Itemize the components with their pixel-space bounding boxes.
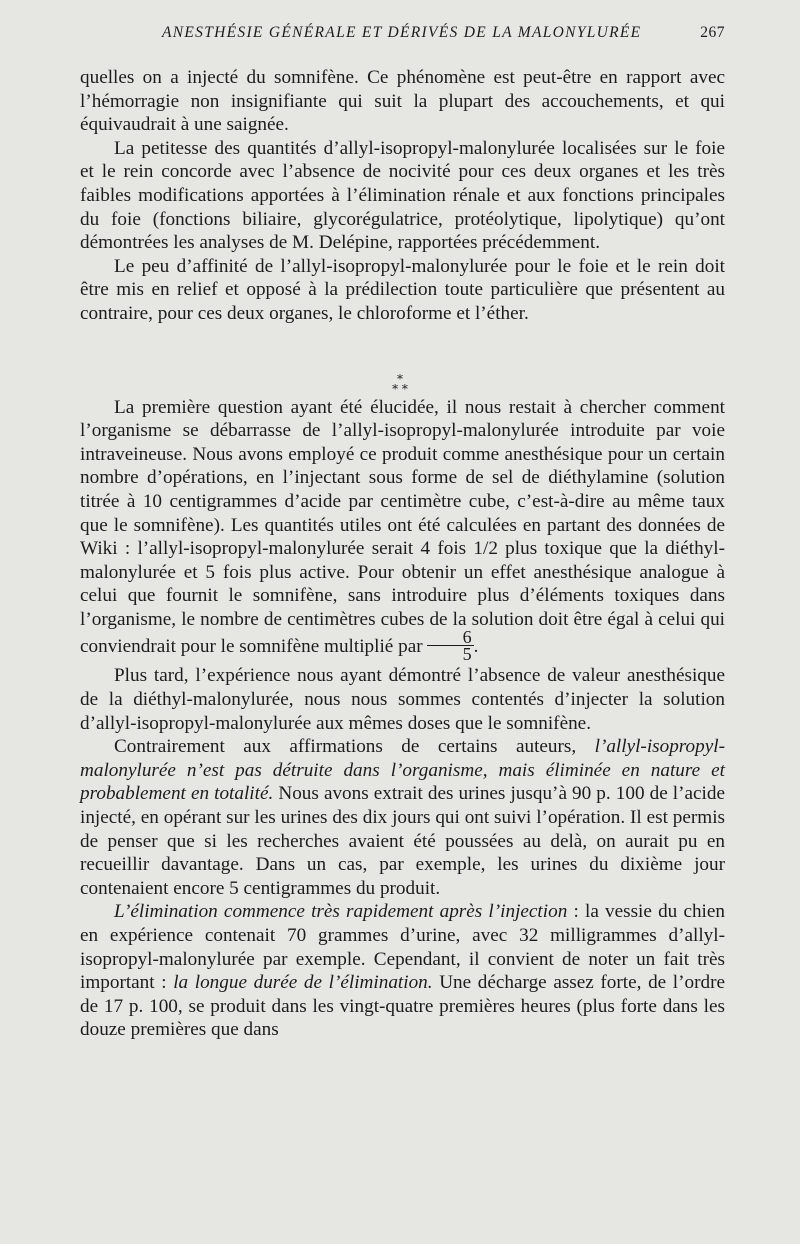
paragraph-first-question-text: La première question ayant été élucidée, il nous restait à chercher comment l’organisme se débarrasse de l’allyl-isopropyl-malonylurée introduite par voie intraveineuse. Nous avons employé ce produit comme anesthésique pour un certain nombre d’opérations, en l’injectant sous forme de sel de diéthylamine (solution titrée à 10 centigrammes d’acide par centimètre cube, c’est-à-dire au même taux que le somnifène). Les quantités utiles ont été calculées en partant des données de Wiki : l’allyl-isopropyl-malonylurée serait 4 fois 1/2 plus toxique que la diéthyl-malonylurée et 5 fois plus active. Pour obtenir un effet anesthésique analogue à celui que fournit le somnifène, sans introduire plus d’éléments toxiques dans l’organisme, le nombre de centimètres cubes de la solution doit être égal à celui qui conviendrait pour le somnifène multiplié par — [80, 396, 725, 658]
paragraph-elimination — [80, 900, 725, 1042]
paragraph-contrary — [80, 735, 725, 900]
paragraph-affinity: Le peu d’affinité de l’allyl-isopropyl-malonylurée pour le foie et le rein doit être mis en relief et opposé à la prédilection toute particulière que présentent au contraire, pour ces deux organes, le chloroforme et l’éther. — [80, 255, 725, 324]
paragraph-contrary-italic: l’allyl-isopropyl-malonylurée n’est pas détruite dans l’organisme, mais éliminée en nature et probablement en totalité. — [80, 736, 725, 805]
paragraph-later: Plus tard, l’expérience nous ayant démontré l’absence de valeur anesthésique de la diéthyl-malonylurée, nous nous sommes contentés d’injecter la solution d’allyl-isopropyl-malonylurée aux mêmes doses que le somnifène. — [80, 665, 725, 734]
ornament-asterisk-top: * — [397, 372, 403, 386]
running-head — [80, 24, 725, 46]
paragraph-elimination-italic-2: la longue durée de l’élimination. — [173, 972, 433, 994]
paragraph-elimination-middle: : la vessie du chien en expérience contenait 70 grammes d’urine, avec 32 milligrammes d’allyl-isopropyl-malonylurée par exemple. Cependant, il convient de noter un fait très important : — [80, 901, 726, 994]
paragraph-first-question — [80, 396, 725, 665]
paragraph-contrary-start: Contrairement aux affirmations de certains auteurs, — [114, 736, 595, 758]
paragraph-contrary-end: Nous avons extrait des urines jusqu’à 90 p. 100 de l’acide injecté, en opérant sur les urines des dix jours qui ont suivi l’opération. Il est permis de penser que si les recherches avaient été poussées au delà, on aurait pu en recueillir davantage. Dans un cas, par exemple, les urines du dixième jour contenaient encore 5 centigrammes du produit. — [80, 783, 725, 899]
paragraph-continuation: quelles on a injecté du somnifène. Ce phénomène est peut-être en rapport avec l’hémorragie non insignifiante qui suit la plupart des accouchements, et qui équivaudrait à une saignée. — [80, 67, 725, 136]
page-number: 267 — [700, 24, 725, 41]
paragraph-first-question-end: . — [473, 636, 479, 658]
section-ornament — [370, 374, 430, 404]
paragraph-quantities: La petitesse des quantités d’allyl-isopropyl-malonylurée localisées sur le foie et le rein concorde avec l’absence de nocivité pour ces deux organes et les très faibles modifications apportées à l’élimination rénale et aux fonctions principales du foie (fonctions biliaire, glycorégulatrice, protéolytique, lipolytique) qu’ont démontrées les analyses de M. Delépine, rapportées précédemment. — [80, 137, 725, 254]
paragraph-elimination-italic: L’élimination commence très rapidement après l’injection — [114, 901, 568, 923]
fraction-denominator: 5 — [462, 644, 472, 665]
running-head-title: ANESTHÉSIE GÉNÉRALE ET DÉRIVÉS DE LA MALONYLURÉE — [162, 24, 642, 41]
fraction-numerator: 6 — [427, 629, 474, 646]
ornament-asterisks-bottom: * * — [392, 382, 408, 396]
fraction-six-fifths — [427, 627, 474, 665]
body-text — [80, 66, 725, 1042]
paragraph-elimination-end: Une décharge assez forte, de l’ordre de 17 p. 100, se produit dans les vingt-quatre premières heures (plus forte dans les douze premières que dans — [80, 972, 726, 1041]
